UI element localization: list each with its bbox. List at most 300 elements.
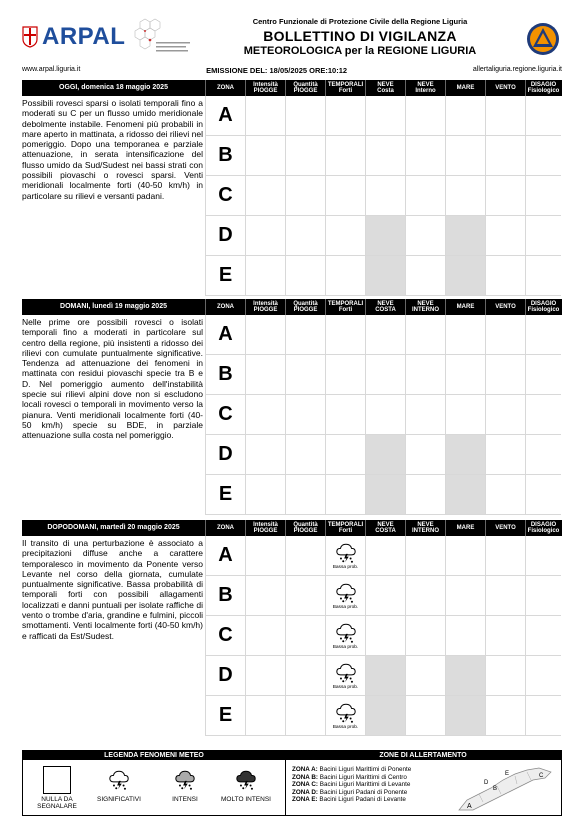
forecast-cell [405, 656, 445, 695]
forecast-cell [285, 256, 325, 295]
column-header-line1: Quantità [293, 81, 318, 88]
zone-label: B [205, 136, 245, 175]
column-header [245, 299, 285, 315]
legend-header [23, 751, 561, 760]
forecast-cell [525, 696, 561, 735]
forecast-cell [485, 256, 525, 295]
column-header-line1: ZONA [217, 303, 234, 310]
column-header [325, 299, 365, 315]
forecast-cell [405, 355, 445, 394]
forecast-cell [285, 216, 325, 255]
column-header-line1: Intensità [253, 81, 278, 88]
zone-row [205, 475, 561, 515]
forecast-cell [525, 96, 561, 135]
forecast-cell [445, 696, 485, 735]
emission-datetime: EMISSIONE DEL: 18/05/2025 ORE:10:12 [206, 66, 348, 75]
forecast-cell [325, 536, 365, 575]
forecast-cell [525, 395, 561, 434]
column-header-line2: INTERNO [412, 528, 439, 534]
column-header-line1: ZONA [217, 84, 234, 91]
forecast-cell [405, 435, 445, 474]
arpal-site-link[interactable]: www.arpal.liguria.it [22, 66, 81, 73]
bulletin-header [0, 0, 584, 78]
forecast-cell [365, 315, 405, 354]
forecast-cell [285, 616, 325, 655]
forecast-cell [525, 136, 561, 175]
bulletin-titles [200, 17, 520, 57]
day-title: DOPODOMANI, martedì 20 maggio 2025 [47, 524, 180, 531]
forecast-cell [285, 536, 325, 575]
legend-item-significativi [97, 766, 141, 803]
column-header-line1: TEMPORALI [327, 300, 364, 307]
forecast-cell [405, 475, 445, 514]
thunderstorm-icon [174, 769, 196, 791]
forecast-cell [325, 616, 365, 655]
forecast-cell [285, 696, 325, 735]
forecast-cell [405, 176, 445, 215]
forecast-cell [405, 536, 445, 575]
forecast-cell [445, 435, 485, 474]
zone-name: Bacini Liguri Padani di Ponente [319, 788, 408, 796]
forecast-cell [245, 256, 285, 295]
forecast-cell [365, 355, 405, 394]
zone-name: Bacini Liguri Marittimi di Ponente [319, 766, 412, 773]
zone-label: A [205, 96, 245, 135]
column-header [445, 520, 485, 536]
column-header-line2: COSTA [375, 528, 396, 534]
forecast-cell [245, 576, 285, 615]
day-header [22, 80, 562, 96]
column-header-line1: Quantità [293, 521, 318, 528]
zone-label: B [205, 355, 245, 394]
forecast-cell [485, 176, 525, 215]
forecast-cell [325, 96, 365, 135]
weather-legend [23, 760, 285, 816]
column-header-line1: NEVE [417, 81, 434, 88]
forecast-cell [285, 355, 325, 394]
column-header-line2: Forti [338, 88, 353, 94]
forecast-cell [405, 616, 445, 655]
zone-row [205, 616, 561, 656]
column-header-line2: Fisiologico [527, 88, 560, 94]
forecast-cell [245, 136, 285, 175]
column-header-line2: Interno [415, 88, 436, 94]
zone-code: ZONA E: [292, 796, 318, 803]
column-header-line1: NEVE [377, 521, 394, 528]
forecast-cell [365, 256, 405, 295]
legend-item-intensi [171, 766, 199, 803]
column-header [245, 80, 285, 96]
forecast-cell [325, 256, 365, 295]
column-header-line1: TEMPORALI [327, 521, 364, 528]
forecast-cell [485, 355, 525, 394]
probability-label: Bassa prob. [332, 644, 359, 650]
forecast-cell [445, 355, 485, 394]
thunderstorm-icon [335, 702, 357, 724]
thunderstorm-icon [235, 769, 257, 791]
column-header [365, 299, 405, 315]
zone-row [205, 216, 561, 256]
zone-grid [205, 96, 561, 296]
column-header [485, 520, 525, 536]
zone-code: ZONA A: [292, 766, 318, 773]
forecast-cell [445, 256, 485, 295]
forecast-cell [325, 656, 365, 695]
zone-label: E [205, 256, 245, 295]
legend-item-molto-intensi [221, 766, 271, 803]
forecast-cell [325, 355, 365, 394]
probability-label: Bassa prob. [332, 604, 359, 610]
column-header [445, 299, 485, 315]
column-header-line1: TEMPORALI [327, 81, 364, 88]
forecast-cell [445, 656, 485, 695]
zone-label: A [205, 536, 245, 575]
zone-row [205, 696, 561, 736]
legend-icon-box [171, 766, 199, 794]
forecast-cell [325, 176, 365, 215]
zone-code: ZONA C: [292, 781, 318, 788]
legend-title: LEGENDA FENOMENI METEO [104, 752, 204, 759]
zone-legend [285, 760, 561, 816]
column-header-line1: VENTO [495, 303, 516, 310]
arpal-logo-text: ARPAL [42, 23, 126, 50]
zone-label: C [205, 395, 245, 434]
column-header-line2: Forti [338, 528, 353, 534]
column-header [405, 520, 445, 536]
forecast-cell [485, 576, 525, 615]
column-header [525, 80, 561, 96]
column-header-line2: Fisiologico [527, 307, 560, 313]
thunderstorm-icon [335, 582, 357, 604]
column-header [365, 80, 405, 96]
forecast-cell [285, 576, 325, 615]
zone-label: D [205, 435, 245, 474]
forecast-cell [325, 216, 365, 255]
forecast-cell [365, 176, 405, 215]
legend-icon-box [105, 766, 133, 794]
column-header-line2: PIOGGE [253, 88, 278, 94]
zone-name: Bacini Liguri Padani di Levante [319, 796, 406, 803]
column-header-line1: VENTO [495, 84, 516, 91]
forecast-text: Possibili rovesci sparsi o isolati temporali fino a moderati su C per un flusso umido meridionale debolmente instabile. Fenomeni più probabili in mare aperto in mattinata, a ridosso dei rilievi nel pomeriggio. Dopo una temporanea e parziale attenuazione, in serata intensificazione del flusso umido da Sud/Sudest nei bassi strati con possibili piovaschi o rovesci sparsi. Venti meridionali localmente forti (40-50 km/h) in particolare su rilievi e versanti padani. [22, 98, 203, 201]
forecast-cell [285, 176, 325, 215]
column-header-line1: Intensità [253, 300, 278, 307]
legend-label: NULLA DA SEGNALARE [37, 796, 77, 810]
column-header [405, 299, 445, 315]
forecast-cell [285, 315, 325, 354]
forecast-cell [525, 315, 561, 354]
column-header-line1: NEVE [377, 300, 394, 307]
column-header-line2: Costa [377, 88, 394, 94]
forecast-cell [485, 475, 525, 514]
zone-row [205, 536, 561, 576]
zone-row [205, 435, 561, 475]
forecast-cell [325, 576, 365, 615]
forecast-cell [285, 435, 325, 474]
forecast-cell [445, 395, 485, 434]
column-header-line1: VENTO [495, 524, 516, 531]
map-label-c: C [539, 773, 544, 779]
column-header [485, 80, 525, 96]
probability-label: Bassa prob. [332, 724, 359, 730]
column-header [205, 80, 245, 96]
legend-panel [22, 750, 562, 816]
forecast-cell [365, 656, 405, 695]
day-block [22, 80, 562, 296]
forecast-text: Nelle prime ore possibili rovesci o isolati temporali fino a moderati in particolare sul centro della regione, più insistenti a ridosso dei rilievi con cumulate puntualmente significative. Tendenza ad attenuazione dei fenomeni in mattinata con residui piovaschi specie tra B e D. Nel pomeriggio aumento dell'instabilità specie sui rilievi alpini dove non si escludono locali rovesci o temporali in movimento verso la pianura. Venti meridionali localmente forti (40-50 km/h) specie su BDE, in parziale attenuazione sulla costa nel pomeriggio. [22, 317, 203, 441]
column-header [205, 520, 245, 536]
liguria-shield-icon [22, 26, 38, 48]
forecast-cell [525, 576, 561, 615]
column-header-line1: Quantità [293, 300, 318, 307]
forecast-cell [365, 576, 405, 615]
column-header [245, 520, 285, 536]
column-header-line1: NEVE [377, 81, 394, 88]
column-header [285, 299, 325, 315]
forecast-cell [525, 475, 561, 514]
forecast-cell [445, 475, 485, 514]
forecast-cell [325, 435, 365, 474]
column-header-line1: ZONA [217, 524, 234, 531]
forecast-cell [445, 315, 485, 354]
forecast-cell [485, 616, 525, 655]
forecast-cell [485, 96, 525, 135]
zone-row [205, 256, 561, 296]
forecast-cell [325, 696, 365, 735]
column-header [405, 80, 445, 96]
column-header [365, 520, 405, 536]
forecast-cell [245, 176, 285, 215]
allerta-site-link[interactable]: allertaliguria.regione.liguria.it [472, 66, 562, 73]
map-label-b: B [493, 786, 498, 792]
zone-grid [205, 315, 561, 515]
zone-label: A [205, 315, 245, 354]
forecast-cell [485, 656, 525, 695]
thunderstorm-icon [335, 662, 357, 684]
legend-label: MOLTO INTENSI [221, 796, 271, 803]
forecast-cell [525, 216, 561, 255]
column-header-line1: MARE [456, 84, 475, 91]
column-header-line2: Forti [338, 307, 353, 313]
forecast-cell [405, 216, 445, 255]
forecast-cell [485, 315, 525, 354]
forecast-cell [365, 136, 405, 175]
forecast-cell [405, 96, 445, 135]
legend-label: INTENSI [172, 796, 198, 803]
forecast-cell [525, 355, 561, 394]
forecast-cell [525, 176, 561, 215]
zone-entry [292, 774, 411, 782]
zone-label: D [205, 216, 245, 255]
zone-name: Bacini Liguri Marittimi di Centro [319, 773, 407, 781]
forecast-cell [525, 256, 561, 295]
day-header [22, 299, 562, 315]
forecast-cell [485, 536, 525, 575]
liguria-map-icon [457, 764, 553, 812]
forecast-cell [325, 315, 365, 354]
forecast-cell [365, 536, 405, 575]
forecast-cell [405, 136, 445, 175]
hexagon-logo-icon [132, 18, 194, 58]
forecast-cell [325, 475, 365, 514]
forecast-cell [485, 216, 525, 255]
zone-label: B [205, 576, 245, 615]
day-title: OGGI, domenica 18 maggio 2025 [59, 84, 168, 91]
forecast-cell [525, 616, 561, 655]
column-header [525, 299, 561, 315]
forecast-cell [245, 616, 285, 655]
zone-row [205, 136, 561, 176]
column-header [285, 80, 325, 96]
forecast-cell [365, 216, 405, 255]
column-header-line2: PIOGGE [293, 307, 318, 313]
forecast-cell [485, 395, 525, 434]
probability-label: Bassa prob. [332, 684, 359, 690]
forecast-text: Il transito di una perturbazione è associato a precipitazioni diffuse anche a carattere temporalesco in movimento da Ponente verso Levante nel corso della giornata, cumulate puntualmente significative. Bassa probabilità di temporali forti con possibili allagamenti localizzati e danni puntuali per isolate raffiche di vento o trombe d'aria, grandine e fulmini, piccoli smottamenti. Venti localmente forti (40-50 km/h) e rafficati da Est/Sudest. [22, 538, 203, 641]
forecast-cell [445, 616, 485, 655]
forecast-cell [245, 656, 285, 695]
forecast-cell [245, 96, 285, 135]
legend-item-nothing [33, 766, 81, 810]
column-header-line1: NEVE [417, 521, 434, 528]
day-block [22, 520, 562, 736]
column-header-line2: PIOGGE [293, 528, 318, 534]
forecast-cell [405, 395, 445, 434]
zone-row [205, 176, 561, 216]
forecast-cell [405, 696, 445, 735]
column-header [285, 520, 325, 536]
zone-label: D [205, 656, 245, 695]
forecast-cell [445, 576, 485, 615]
forecast-cell [285, 395, 325, 434]
forecast-cell [245, 536, 285, 575]
thunderstorm-icon [108, 769, 130, 791]
zones-list [292, 766, 411, 804]
forecast-cell [365, 395, 405, 434]
forecast-cell [445, 136, 485, 175]
forecast-cell [365, 96, 405, 135]
forecast-cell [245, 355, 285, 394]
header-info-row [22, 66, 562, 75]
zone-row [205, 395, 561, 435]
column-header [325, 520, 365, 536]
forecast-cell [245, 696, 285, 735]
column-header [485, 299, 525, 315]
thunderstorm-icon [335, 622, 357, 644]
forecast-cell [525, 656, 561, 695]
zone-entry [292, 766, 411, 774]
map-label-a: A [467, 803, 472, 810]
legend-empty-box [43, 766, 71, 794]
forecast-cell [245, 435, 285, 474]
zone-row [205, 656, 561, 696]
column-header-line2: Fisiologico [527, 528, 560, 534]
zone-row [205, 576, 561, 616]
zone-row [205, 315, 561, 355]
zone-label: E [205, 475, 245, 514]
forecast-cell [245, 315, 285, 354]
zone-entry [292, 781, 411, 789]
legend-label: SIGNIFICATIVI [97, 796, 141, 803]
zones-title: ZONE DI ALLERTAMENTO [379, 752, 467, 759]
forecast-cell [365, 696, 405, 735]
zone-entry [292, 796, 411, 804]
column-header [525, 520, 561, 536]
forecast-cell [405, 576, 445, 615]
column-header-line2: PIOGGE [253, 307, 278, 313]
forecast-cell [325, 136, 365, 175]
thunderstorm-icon [335, 542, 357, 564]
day-block [22, 299, 562, 515]
zone-entry [292, 789, 411, 797]
forecast-cell [285, 475, 325, 514]
forecast-cell [485, 136, 525, 175]
forecast-cell [445, 176, 485, 215]
forecast-cell [245, 475, 285, 514]
zone-name: Bacini Liguri Marittimi di Levante [319, 781, 411, 788]
zone-code: ZONA B: [292, 773, 318, 781]
zone-grid [205, 536, 561, 736]
column-header-line2: COSTA [375, 307, 396, 313]
column-header-line2: PIOGGE [293, 88, 318, 94]
forecast-cell [285, 136, 325, 175]
forecast-cell [245, 395, 285, 434]
legend-icon-box [232, 766, 260, 794]
forecast-cell [365, 616, 405, 655]
column-header-line2: PIOGGE [253, 528, 278, 534]
zone-row [205, 96, 561, 136]
organization-name: Centro Funzionale di Protezione Civile della Regione Liguria [252, 17, 468, 26]
forecast-cell [325, 395, 365, 434]
forecast-cell [365, 475, 405, 514]
zone-label: E [205, 696, 245, 735]
column-header-line1: DISAGIO [530, 521, 557, 528]
forecast-cell [285, 656, 325, 695]
column-header-line1: DISAGIO [530, 81, 557, 88]
protezione-civile-icon [526, 22, 560, 56]
column-header-line1: DISAGIO [530, 300, 557, 307]
zone-code: ZONA D: [292, 788, 318, 796]
forecast-cell [445, 96, 485, 135]
forecast-cell [525, 536, 561, 575]
zone-row [205, 355, 561, 395]
day-title: DOMANI, lunedì 19 maggio 2025 [60, 303, 167, 310]
column-header-line1: Intensità [253, 521, 278, 528]
day-header [22, 520, 562, 536]
zone-label: C [205, 176, 245, 215]
column-header [325, 80, 365, 96]
column-header [445, 80, 485, 96]
forecast-cell [365, 435, 405, 474]
forecast-cell [245, 216, 285, 255]
probability-label: Bassa prob. [332, 564, 359, 570]
map-label-d: D [484, 780, 489, 786]
forecast-cell [285, 96, 325, 135]
bulletin-title: BOLLETTINO DI VIGILANZA [263, 28, 457, 44]
forecast-cell [405, 256, 445, 295]
bulletin-subtitle: METEOROLOGICA per la REGIONE LIGURIA [243, 45, 477, 57]
column-header-line2: INTERNO [412, 307, 439, 313]
forecast-cell [485, 435, 525, 474]
map-label-e: E [505, 771, 510, 777]
forecast-cell [525, 435, 561, 474]
column-header-line1: MARE [456, 303, 475, 310]
column-header [205, 299, 245, 315]
forecast-cell [405, 315, 445, 354]
forecast-cell [485, 696, 525, 735]
column-header-line1: NEVE [417, 300, 434, 307]
arpal-logo[interactable] [22, 24, 125, 50]
